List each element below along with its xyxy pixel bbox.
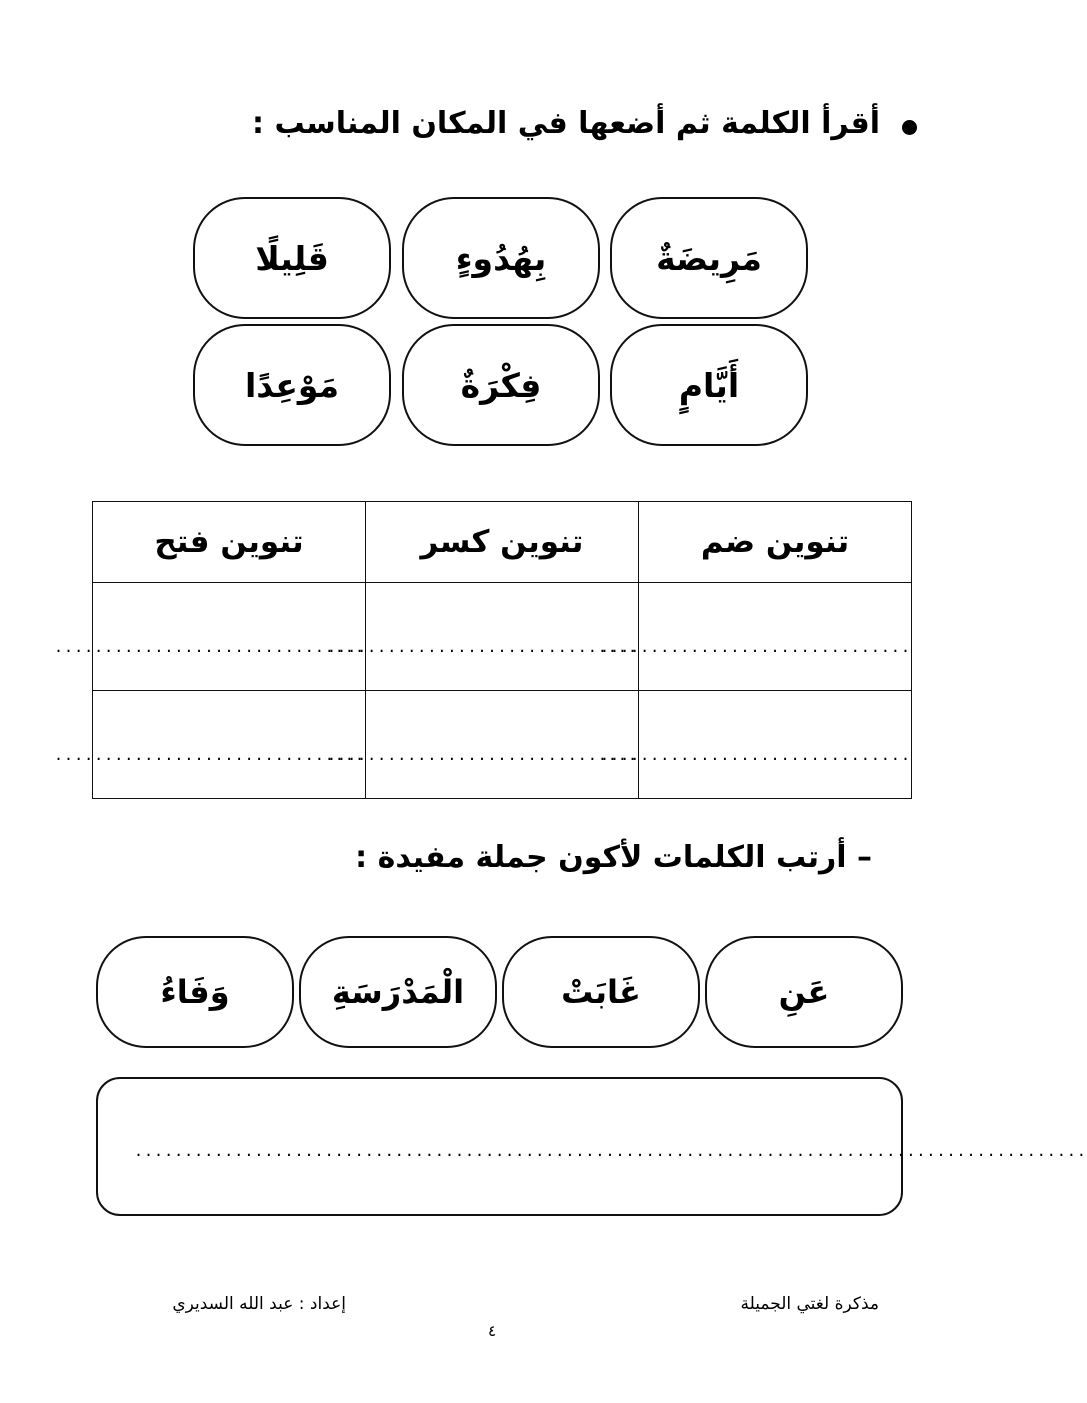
answer-placeholder: ............................... — [600, 746, 911, 764]
bullet-icon — [902, 120, 917, 135]
answer-placeholder: ............................... — [327, 746, 638, 764]
word-label: بِهُدُوءٍ — [455, 238, 547, 278]
answer-cell[interactable] — [327, 583, 639, 691]
footer-author: إعداد : عبد الله السديري — [172, 1294, 346, 1314]
answer-cell[interactable] — [600, 691, 912, 799]
answer-placeholder: ............................... — [54, 638, 365, 656]
header-tanween-kasr: تنوين كسر — [366, 502, 639, 583]
word-label: غَابَتْ — [561, 973, 641, 1011]
answer-cell[interactable] — [327, 691, 639, 799]
word-label: مَرِيضَةٌ — [656, 238, 762, 278]
word-box-3 — [193, 197, 391, 319]
table-row — [93, 583, 912, 691]
word-label: أَيَّامٍ — [678, 365, 740, 405]
word-box-6 — [193, 324, 391, 446]
table-row — [93, 691, 912, 799]
word-box-2 — [402, 197, 600, 319]
footer-booklet-title: مذكرة لغتي الجميلة — [740, 1294, 879, 1314]
word-box-1 — [610, 197, 808, 319]
word-label: عَنِ — [778, 973, 830, 1011]
answer-cell[interactable] — [54, 583, 366, 691]
sentence-word-3 — [299, 936, 497, 1048]
tanween-table — [54, 501, 912, 799]
word-label: فِكْرَةٌ — [460, 365, 542, 405]
word-label: قَلِيلًا — [255, 238, 329, 278]
word-box-5 — [402, 324, 600, 446]
word-label: وَفَاءُ — [160, 973, 230, 1011]
answer-placeholder: ............................... — [54, 746, 365, 764]
sentence-word-1 — [705, 936, 903, 1048]
sentence-answer-placeholder: ............................................................................................... — [134, 1142, 1087, 1160]
page-number: ٤ — [488, 1322, 497, 1340]
instruction-heading-1: أقرأ الكلمة ثم أضعها في المكان المناسب : — [252, 106, 880, 141]
word-label: الْمَدْرَسَةِ — [331, 973, 465, 1011]
sentence-word-2 — [502, 936, 700, 1048]
answer-placeholder: ............................... — [327, 638, 638, 656]
header-tanween-fath: تنوين فتح — [93, 502, 366, 583]
word-label: مَوْعِدًا — [244, 365, 340, 405]
sentence-word-4 — [96, 936, 294, 1048]
instruction-heading-2: – أرتب الكلمات لأكون جملة مفيدة : — [355, 840, 872, 875]
table-header-row — [93, 502, 912, 583]
answer-cell[interactable] — [54, 691, 366, 799]
word-box-4 — [610, 324, 808, 446]
header-tanween-damm: تنوين ضم — [639, 502, 912, 583]
answer-cell[interactable] — [600, 583, 912, 691]
answer-placeholder: ............................... — [600, 638, 911, 656]
